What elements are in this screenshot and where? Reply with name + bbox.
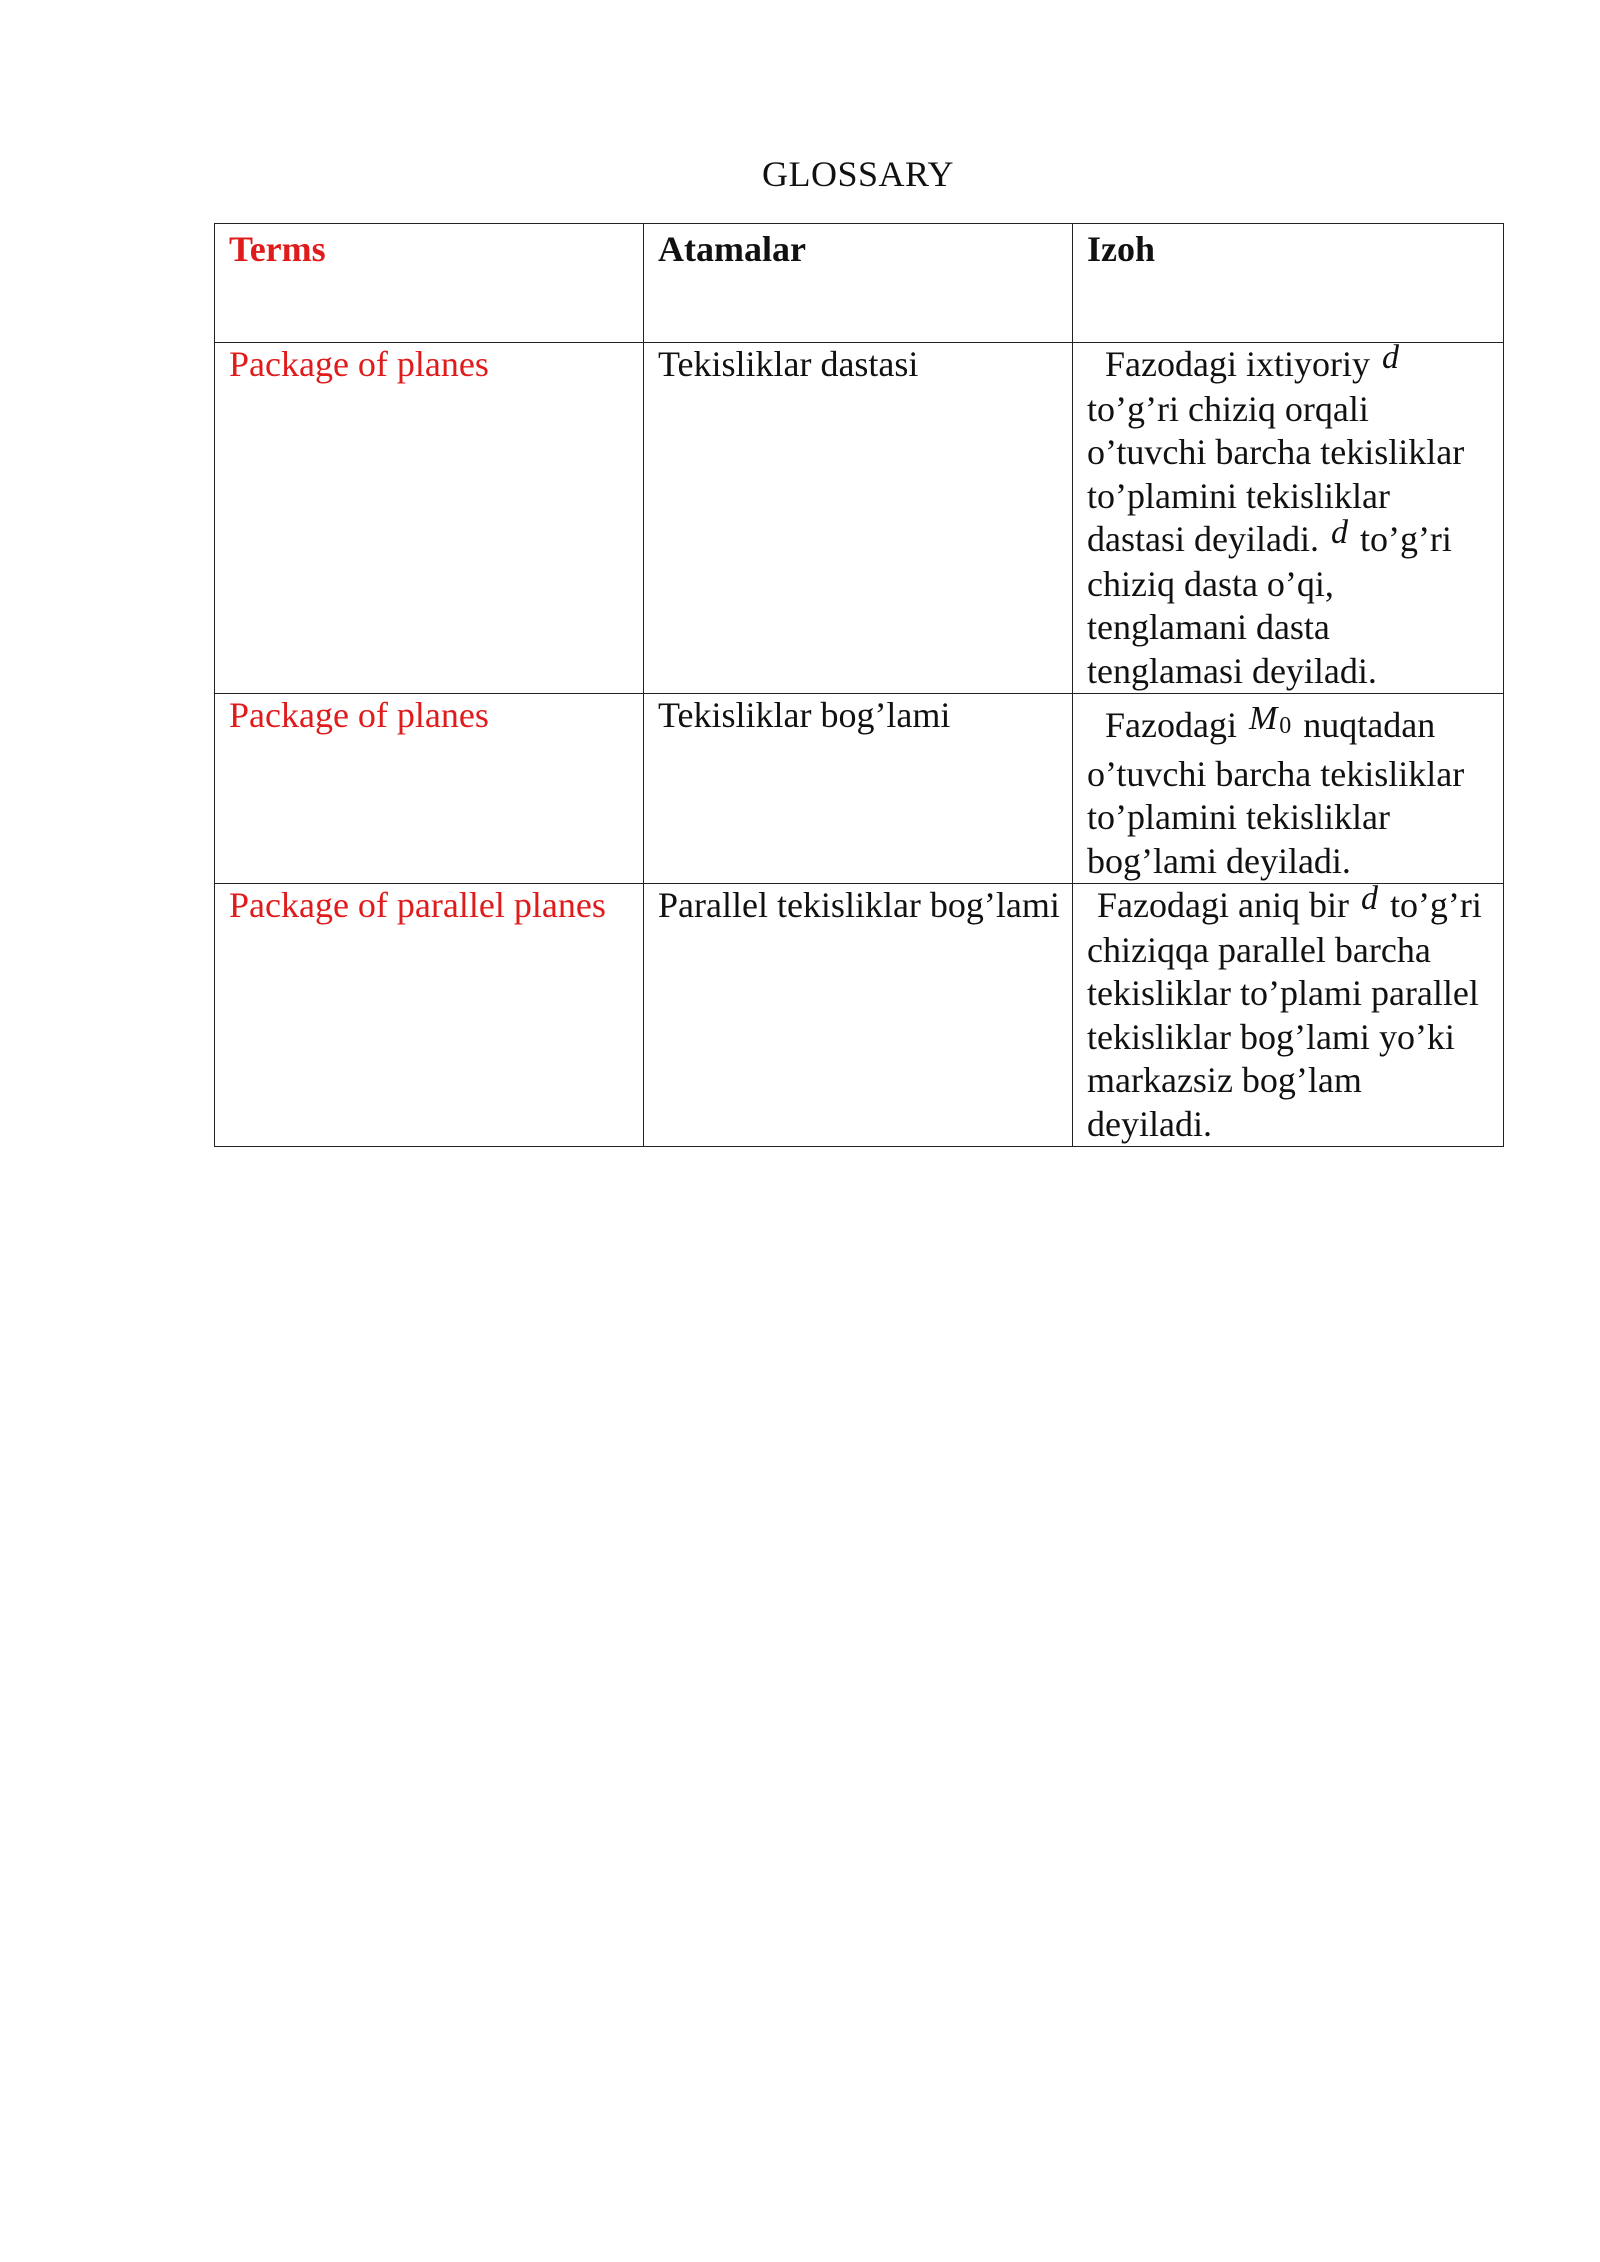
term-text: Package of planes bbox=[229, 344, 489, 384]
izoh-text-part: to’g’ri chiziqqa parallel barcha tekisliklar to’plami parallel tekisliklar bog’lami yo’ki markazsiz bog’lam deyiladi. bbox=[1087, 885, 1482, 1144]
header-cell-terms bbox=[215, 224, 644, 343]
header-cell-izoh bbox=[1073, 224, 1504, 343]
izoh-cell bbox=[1073, 343, 1504, 694]
term-cell bbox=[215, 343, 644, 694]
atama-text: Tekisliklar dastasi bbox=[658, 344, 919, 384]
header-terms: Terms bbox=[229, 229, 326, 269]
atama-text: Parallel tekisliklar bog’lami bbox=[658, 885, 1060, 925]
izoh-cell bbox=[1073, 694, 1504, 884]
term-text: Package of parallel planes bbox=[229, 885, 606, 925]
term-cell bbox=[215, 694, 644, 884]
izoh-text-part: to’g’ri chiziq orqali o’tuvchi barcha tekisliklar to’plamini tekisliklar dastasi deyiladi. bbox=[1087, 388, 1465, 559]
math-variable: d bbox=[1381, 342, 1399, 376]
izoh-text-part: to’g’ri chiziq dasta o’qi, tenglamani dasta tenglamasi deyiladi. bbox=[1087, 519, 1452, 691]
atama-text: Tekisliklar bog’lami bbox=[658, 695, 951, 735]
izoh-text-part: Fazodagi aniq bir bbox=[1097, 885, 1349, 925]
table-header-row bbox=[215, 224, 1504, 343]
header-cell-atamalar bbox=[644, 224, 1073, 343]
term-text: Package of planes bbox=[229, 695, 489, 735]
atama-cell bbox=[644, 694, 1073, 884]
table-row bbox=[215, 884, 1504, 1147]
table-row bbox=[215, 694, 1504, 884]
math-variable-base: M bbox=[1248, 700, 1278, 737]
header-izoh: Izoh bbox=[1087, 229, 1156, 269]
term-cell bbox=[215, 884, 644, 1147]
math-variable: d bbox=[1330, 514, 1348, 551]
izoh-cell bbox=[1073, 884, 1504, 1147]
math-variable: d bbox=[1360, 883, 1378, 917]
math-variable bbox=[1246, 700, 1294, 737]
table-row bbox=[215, 343, 1504, 694]
math-subscript: 0 bbox=[1279, 713, 1292, 739]
atama-cell bbox=[644, 884, 1073, 1147]
page-title: GLOSSARY bbox=[761, 154, 955, 194]
izoh-text-part: Fazodagi ixtiyoriy bbox=[1105, 344, 1370, 384]
header-atamalar: Atamalar bbox=[658, 229, 806, 269]
atama-cell bbox=[644, 343, 1073, 694]
glossary-table bbox=[214, 223, 1504, 1147]
izoh-text-part: nuqtadan o’tuvchi barcha tekisliklar to’plamini tekisliklar bog’lami deyiladi. bbox=[1087, 705, 1465, 881]
izoh-text-part: Fazodagi bbox=[1105, 705, 1237, 745]
